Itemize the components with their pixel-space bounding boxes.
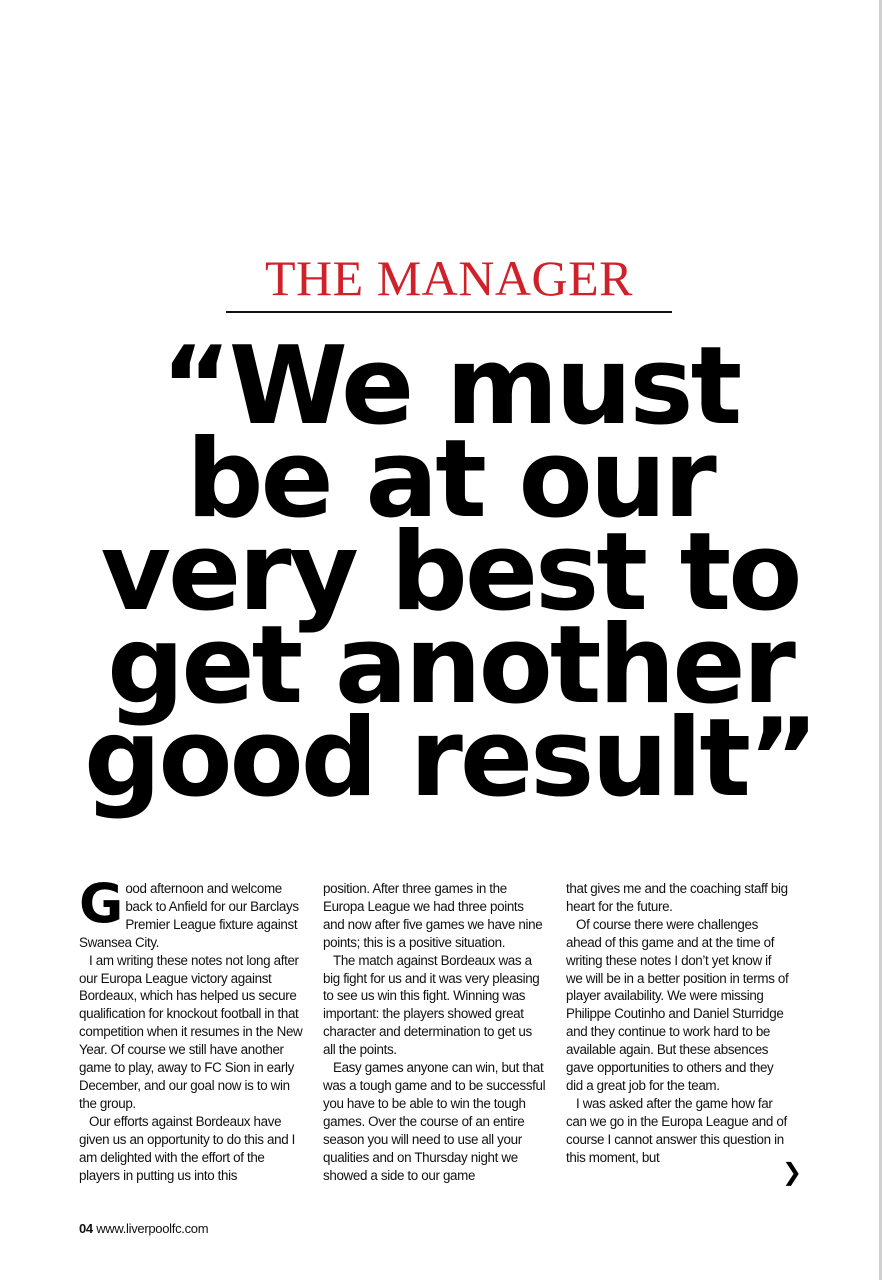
headline-quote (60, 324, 840, 821)
headline-line: good result” (84, 696, 816, 821)
headline-line: be at our (186, 417, 714, 542)
headline-line: “We must (160, 324, 740, 449)
section-title-rule (226, 311, 672, 313)
article-paragraph: Easy games anyone can win, but that was a tough game and to be successful you have to be able to win the tough games. Over the course of an entire season you will need to use all your qualities and on Thursday night we showed a side to our game (323, 1060, 546, 1183)
article-column-2 (323, 880, 547, 1184)
article-paragraph: I was asked after the game how far can we go in the Europa League and of course I cannot answer this question in this moment, but (566, 1095, 787, 1165)
article-column-3 (566, 880, 790, 1167)
article-paragraph (79, 872, 303, 952)
section-title: THE MANAGER (265, 250, 633, 306)
article-paragraph: Our efforts against Bordeaux have given us an opportunity to do this and I am delighted with the effort of the players in putting us into this (79, 1113, 296, 1183)
article-paragraph-text: ood afternoon and welcome back to Anfield for our Barclays Premier League fixture against Swansea City. (79, 881, 299, 950)
headline-line: get another (107, 603, 793, 728)
page-footer (79, 1221, 208, 1237)
continue-arrow-icon: ❯ (782, 1158, 803, 1186)
article-paragraph: Of course there were challenges ahead of this game and at the time of writing these notes I don’t yet know if we will be in a better position in terms of player availability. We were missing Philippe Coutinho and Daniel Sturridge and they continue to work hard to be available again. But these absences gave opportunities to others and they did a great job for the team. (566, 916, 789, 1093)
page-number: 04 (79, 1221, 93, 1236)
article-paragraph: position. After three games in the Europa League we had three points and now after five games we have nine points; this is a positive situation. (323, 881, 543, 950)
article-paragraph: I am writing these notes not long after our Europa League victory against Bordeaux, which has helped us secure qualification for knockout football in that competition when it resumes in the New Year. Of course we still have another game to play, away to FC Sion in early December, and our goal now is to win the group. (79, 952, 303, 1111)
article-column-1 (79, 872, 303, 1184)
headline-line: very best to (100, 510, 800, 635)
drop-cap: G (79, 872, 123, 935)
article-paragraph: that gives me and the coaching staff big heart for the future. (566, 881, 788, 914)
footer-url: www.liverpoolfc.com (96, 1221, 209, 1236)
article-paragraph: The match against Bordeaux was a big fight for us and it was very pleasing to see us win this fight. Winning was important: the players showed great character and determination to get us all the points. (323, 952, 540, 1058)
